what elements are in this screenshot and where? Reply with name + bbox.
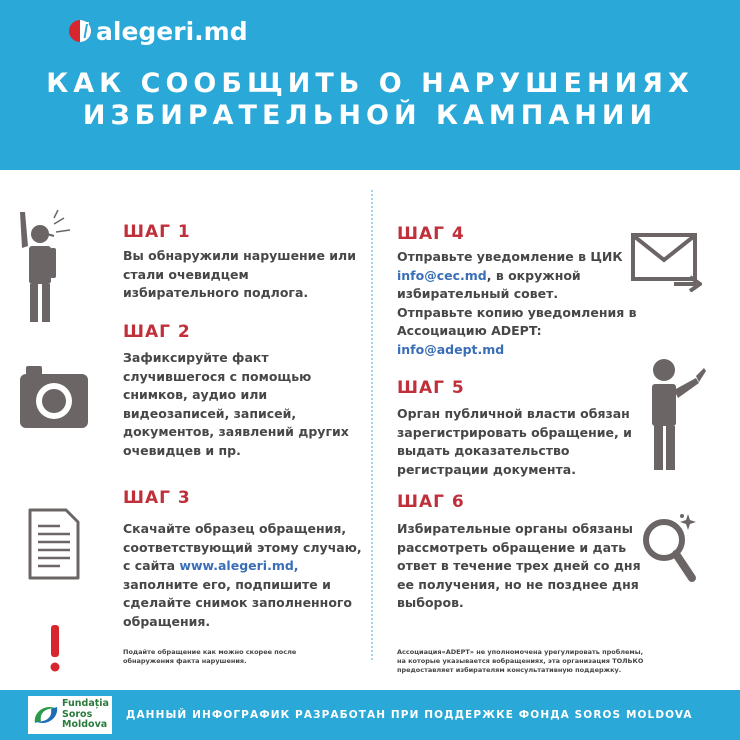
logo-mark-icon bbox=[68, 16, 94, 46]
header-banner bbox=[0, 0, 740, 170]
alegeri-logo[interactable] bbox=[68, 14, 248, 48]
alegeri-link[interactable]: www.alegeri.md, bbox=[179, 558, 299, 574]
logo-text: alegeri.md bbox=[96, 16, 248, 46]
exclamation-icon bbox=[48, 625, 62, 677]
step-4-text bbox=[397, 248, 637, 360]
step-5-text: Орган публичной власти обязан зарегистрировать обращение, и выдать доказательство регистрации документа. bbox=[397, 406, 632, 477]
left-footnote: Подайте обращение как можно скорее после обнаружения факта нарушения. bbox=[123, 648, 297, 665]
step-2-text: Зафиксируйте факт случившегося с помощью снимков, аудио или видеозаписей, записей, документов, заявлений других очевидцев и пр. bbox=[123, 350, 349, 458]
camera-icon bbox=[18, 362, 90, 436]
soros-logo[interactable] bbox=[28, 696, 112, 734]
document-icon bbox=[26, 508, 82, 584]
step-1-heading: ШАГ 1 bbox=[123, 222, 191, 242]
step-6-text: Избирательные органы обязаны рассмотреть обращение и дать ответ в течение трех дней со дня ее получения, но не позднее дня выборов. bbox=[397, 521, 641, 611]
footer-credit: ДАННЫЙ ИНФОГРАФИК РАЗРАБОТАН ПРИ ПОДДЕРЖКЕ ФОНДА SOROS MOLDOVA bbox=[126, 709, 693, 721]
page-title bbox=[0, 68, 740, 132]
step-2-heading: ШАГ 2 bbox=[123, 322, 191, 342]
title-line-2: ИЗБИРАТЕЛЬНОЙ КАМПАНИИ bbox=[82, 100, 658, 131]
step-3-text bbox=[123, 520, 362, 632]
person-pointing-icon bbox=[640, 358, 710, 477]
step-4-text-part-2: , в окружной избирательный совет. Отправьте копию уведомления в Ассоциацию ADEPT: bbox=[397, 267, 637, 339]
soros-logo-icon bbox=[31, 701, 61, 729]
envelope-icon bbox=[630, 232, 702, 296]
column-divider bbox=[371, 190, 373, 660]
step-4-heading: ШАГ 4 bbox=[397, 224, 465, 244]
step-6-heading: ШАГ 6 bbox=[397, 492, 465, 512]
person-shouting-icon bbox=[14, 210, 74, 329]
step-1-text: Вы обнаружили нарушение или стали очевидцем избирательного подлога. bbox=[123, 248, 356, 301]
step-3-text-part-2: заполните его, подпишите и сделайте снимок заполненного обращения. bbox=[123, 576, 353, 629]
step-3-heading: ШАГ 3 bbox=[123, 488, 191, 508]
step-3-text-part-1: Скачайте образец обращения, соответствующий этому случаю, с сайта bbox=[123, 521, 362, 574]
title-line-1: КАК СООБЩИТЬ О НАРУШЕНИЯХ bbox=[46, 68, 694, 99]
right-footnote: Ассоциация«ADEPT» не уполномочена урегулировать проблемы, на которые указывается вобращениях, эта организация ТОЛЬКО предоставляет избирателям консультативную поддержку. bbox=[397, 648, 644, 674]
cec-email-link[interactable]: info@cec.md bbox=[397, 267, 487, 283]
magnifier-icon bbox=[640, 510, 702, 588]
soros-logo-text: Fundația Soros Moldova bbox=[62, 698, 109, 730]
footer-banner bbox=[0, 690, 740, 740]
step-5-heading: ШАГ 5 bbox=[397, 378, 465, 398]
step-4-text-part-1: Отправьте уведомление в ЦИК bbox=[397, 249, 623, 264]
adept-email-link[interactable]: info@adept.md bbox=[397, 341, 505, 357]
